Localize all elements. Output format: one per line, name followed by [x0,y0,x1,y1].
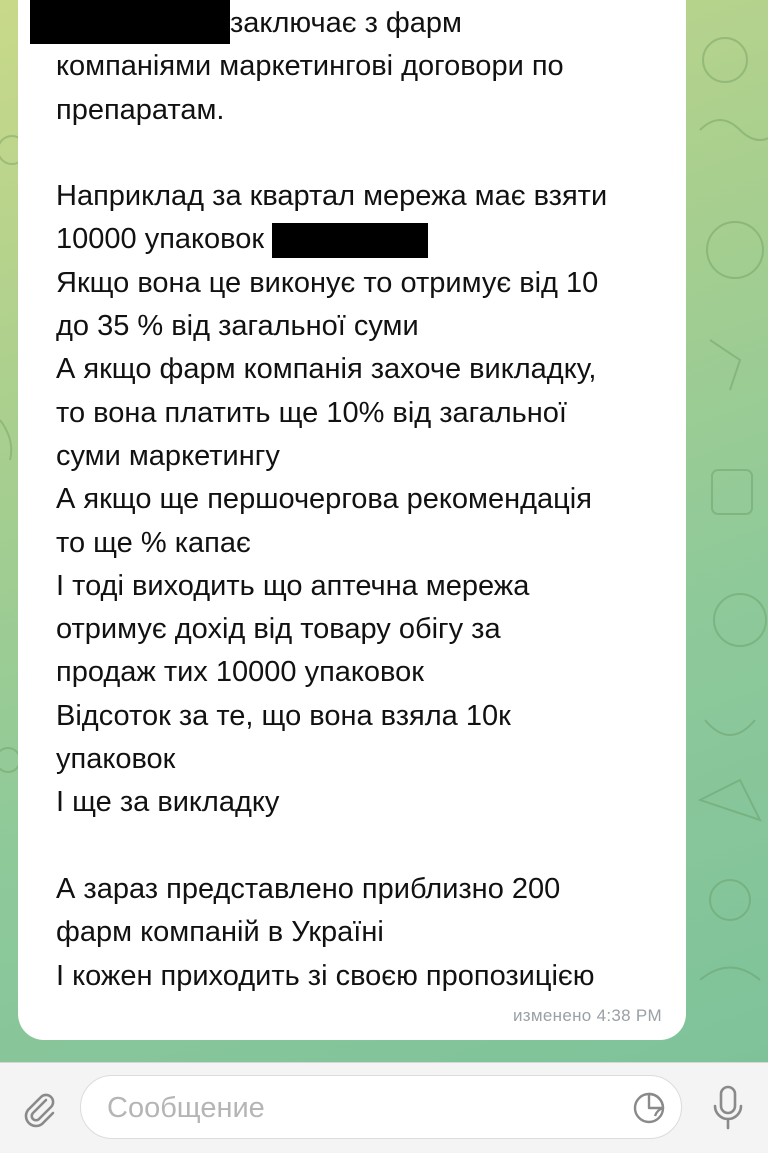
redaction-block [272,223,428,258]
message-line-text: І тоді виходить що аптечна мережа [56,569,530,602]
message-meta [513,1006,662,1026]
message-line-text: І кожен приходить зі своєю пропозицією [56,959,595,992]
attach-button[interactable] [12,1081,66,1135]
microphone-icon [711,1084,745,1132]
message-line-text: Відсоток за те, що вона взяла 10к [56,699,511,732]
message-input[interactable] [105,1076,629,1140]
message-line-text: суми маркетингу [56,439,280,472]
message-line-text: І ще за викладку [56,786,280,819]
message-line [56,435,660,478]
message-line [56,911,660,954]
message-composer [0,1062,768,1153]
message-line [56,392,660,435]
message-line-text: то ще % капає [56,526,251,559]
message-blank-line [56,132,660,175]
message-line-text: заключає з фарм [230,7,462,39]
message-line [56,738,660,781]
message-line-text: Наприклад за квартал мережа має взяти [56,180,608,213]
message-line-text: А зараз представлено приблизно 200 [56,872,561,905]
sticker-icon [631,1090,667,1126]
message-line [56,565,660,608]
message-line-text: А якщо ще першочергова рекомендація [56,483,592,516]
message-line [56,45,660,88]
message-line [56,175,660,218]
message-line-text: до 35 % від загальної суми [56,310,419,343]
message-line [56,478,660,521]
message-line [56,781,660,824]
message-line-text: фарм компаній в Україні [56,916,384,949]
message-line-text: продаж тих 10000 упаковок [56,656,424,689]
message-line [56,868,660,911]
message-line-text: отримує дохід від товару обігу за [56,613,501,646]
message-line [56,955,660,998]
message-blank-line [56,825,660,868]
message-line [56,522,660,565]
message-line [56,348,660,391]
message-line-text: компаніями маркетингові договори по [56,50,564,83]
sticker-button[interactable] [627,1086,671,1130]
message-line [56,608,660,651]
message-line-text: А якщо фарм компанія захоче викладку, [56,353,597,386]
message-text [56,2,660,998]
message-line-text: упаковок [56,743,176,776]
message-input-wrapper [80,1075,682,1139]
message-line [56,2,660,45]
message-line-text: 10000 упаковок [56,223,265,256]
voice-record-button[interactable] [700,1079,756,1137]
message-line [56,262,660,305]
message-line-text: препаратам. [56,93,225,126]
message-line [56,695,660,738]
message-bubble[interactable] [18,0,686,1040]
message-line [56,651,660,694]
message-line-text: Якщо вона це виконує то отримує від 10 [56,266,599,299]
message-line [56,305,660,348]
redaction-block [30,0,230,44]
message-line-text: то вона платить ще 10% від загальної [56,396,567,429]
message-line [56,89,660,132]
paperclip-icon [19,1088,59,1128]
message-time: 4:38 PM [596,1006,662,1025]
edited-label: изменено [513,1006,592,1025]
message-line [56,218,660,261]
